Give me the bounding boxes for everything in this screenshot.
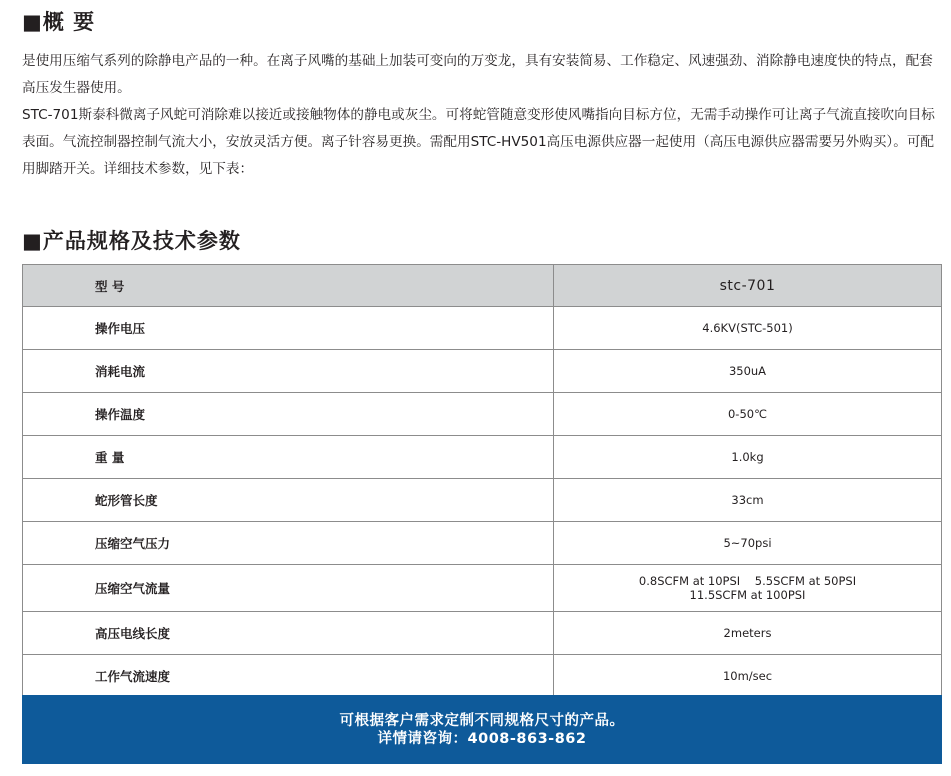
specs-title: ■产品规格及技术参数 [22,228,241,253]
overview-paragraph-1: 是使用压缩气系列的除静电产品的一种。在离子风嘴的基础上加装可变向的万变龙，具有安装简易、工作稳定、风速强劲、消除静电速度快的特点，配套高压发生器使用。 [22,53,933,96]
spec-label: 重 量 [23,436,554,479]
spec-value: 2meters [554,612,942,655]
spec-table [22,264,942,698]
flow-value-line-1: 0.8SCFM at 10PSI 5.5SCFM at 50PSI [638,574,857,588]
overview-paragraph-2: STC-701斯泰科微离子风蛇可消除难以接近或接触物体的静电或灰尘。可将蛇管随意变形使风嘴指向目标方位，无需手动操作可让离子气流直接吹向目标表面。气流控制器控制气流大小，安放灵活方便。离子针容易更换。需配用STC-HV501高压电源供应器一起使用（高压电源供应器需要另外购买）。可配用脚踏开关。详细技术参数，见下表： [22,107,935,177]
spec-label: 操作温度 [23,393,554,436]
spec-label: 高压电线长度 [23,612,554,655]
spec-label: 压缩空气流量 [23,565,554,612]
table-row [23,393,942,436]
model-value: stc-701 [554,265,942,307]
spec-value: 350uA [554,350,942,393]
contact-banner [22,695,942,764]
flow-value-line-2: 11.5SCFM at 100PSI [689,588,806,602]
spec-value: 10m/sec [554,655,942,698]
table-row [23,479,942,522]
table-row [23,350,942,393]
spec-label: 工作气流速度 [23,655,554,698]
table-row [23,307,942,350]
spec-label: 消耗电流 [23,350,554,393]
spec-value: 0-50℃ [554,393,942,436]
table-row [23,522,942,565]
spec-label: 蛇形管长度 [23,479,554,522]
table-row [23,436,942,479]
table-row [23,612,942,655]
spec-value: 33cm [554,479,942,522]
spec-value [554,565,942,612]
contact-hotline: 详情请咨询：4008-863-862 [377,731,587,747]
spec-value: 5~70psi [554,522,942,565]
model-label: 型 号 [23,265,554,307]
spec-label: 压缩空气压力 [23,522,554,565]
spec-table-header [23,265,942,307]
overview-title: ■概 要 [22,9,96,34]
spec-label: 操作电压 [23,307,554,350]
spec-value: 1.0kg [554,436,942,479]
table-row [23,565,942,612]
custom-note: 可根据客户需求定制不同规格尺寸的产品。 [339,713,625,729]
table-row [23,655,942,698]
spec-value: 4.6KV(STC-501) [554,307,942,350]
